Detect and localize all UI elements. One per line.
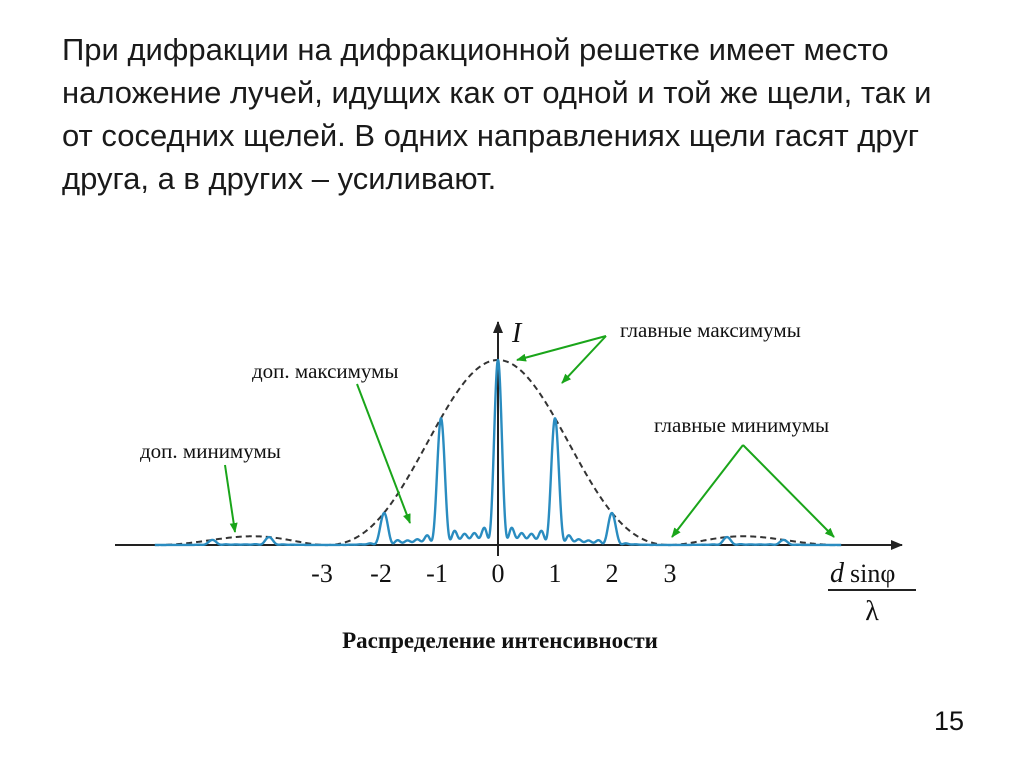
x-axis-label-sin: sinφ: [850, 559, 896, 588]
arrow-main-min-left: [672, 445, 743, 537]
text-line-2: наложение лучей, идущих как от одной и той же щели, так и: [62, 75, 932, 110]
x-axis-label-d: d: [830, 558, 844, 589]
tick-label: 1: [548, 559, 562, 588]
tick-label: 2: [605, 559, 619, 588]
arrow-main-max-center: [517, 336, 606, 360]
page-number: 15: [933, 706, 964, 736]
arrow-secondary-max: [357, 384, 410, 523]
text-line-3: от соседних щелей. В одних направлениях щели гасят друг: [62, 118, 920, 153]
text-line-4: друга, а в других – усиливают.: [62, 161, 497, 196]
x-axis-label-lambda: λ: [865, 596, 879, 627]
y-axis-label: I: [512, 318, 522, 349]
arrow-main-max-first: [562, 336, 606, 383]
label-secondary-minima: доп. минимумы: [140, 439, 281, 463]
tick-labels: [311, 559, 676, 588]
label-main-maxima: главные максимумы: [620, 318, 801, 342]
text-line-1: При дифракции на дифракционной решетке имеет место: [62, 32, 889, 67]
arrow-secondary-min: [225, 465, 235, 532]
arrow-main-min-right: [743, 445, 834, 537]
label-secondary-maxima: доп. максимумы: [252, 359, 399, 383]
tick-label: -3: [311, 559, 333, 588]
diagram-caption: Распределение интенсивности: [342, 628, 658, 653]
tick-label: 0: [491, 559, 505, 588]
tick-label: -1: [426, 559, 448, 588]
label-main-minima: главные минимумы: [654, 413, 830, 437]
tick-label: 3: [663, 559, 677, 588]
tick-label: -2: [370, 559, 392, 588]
